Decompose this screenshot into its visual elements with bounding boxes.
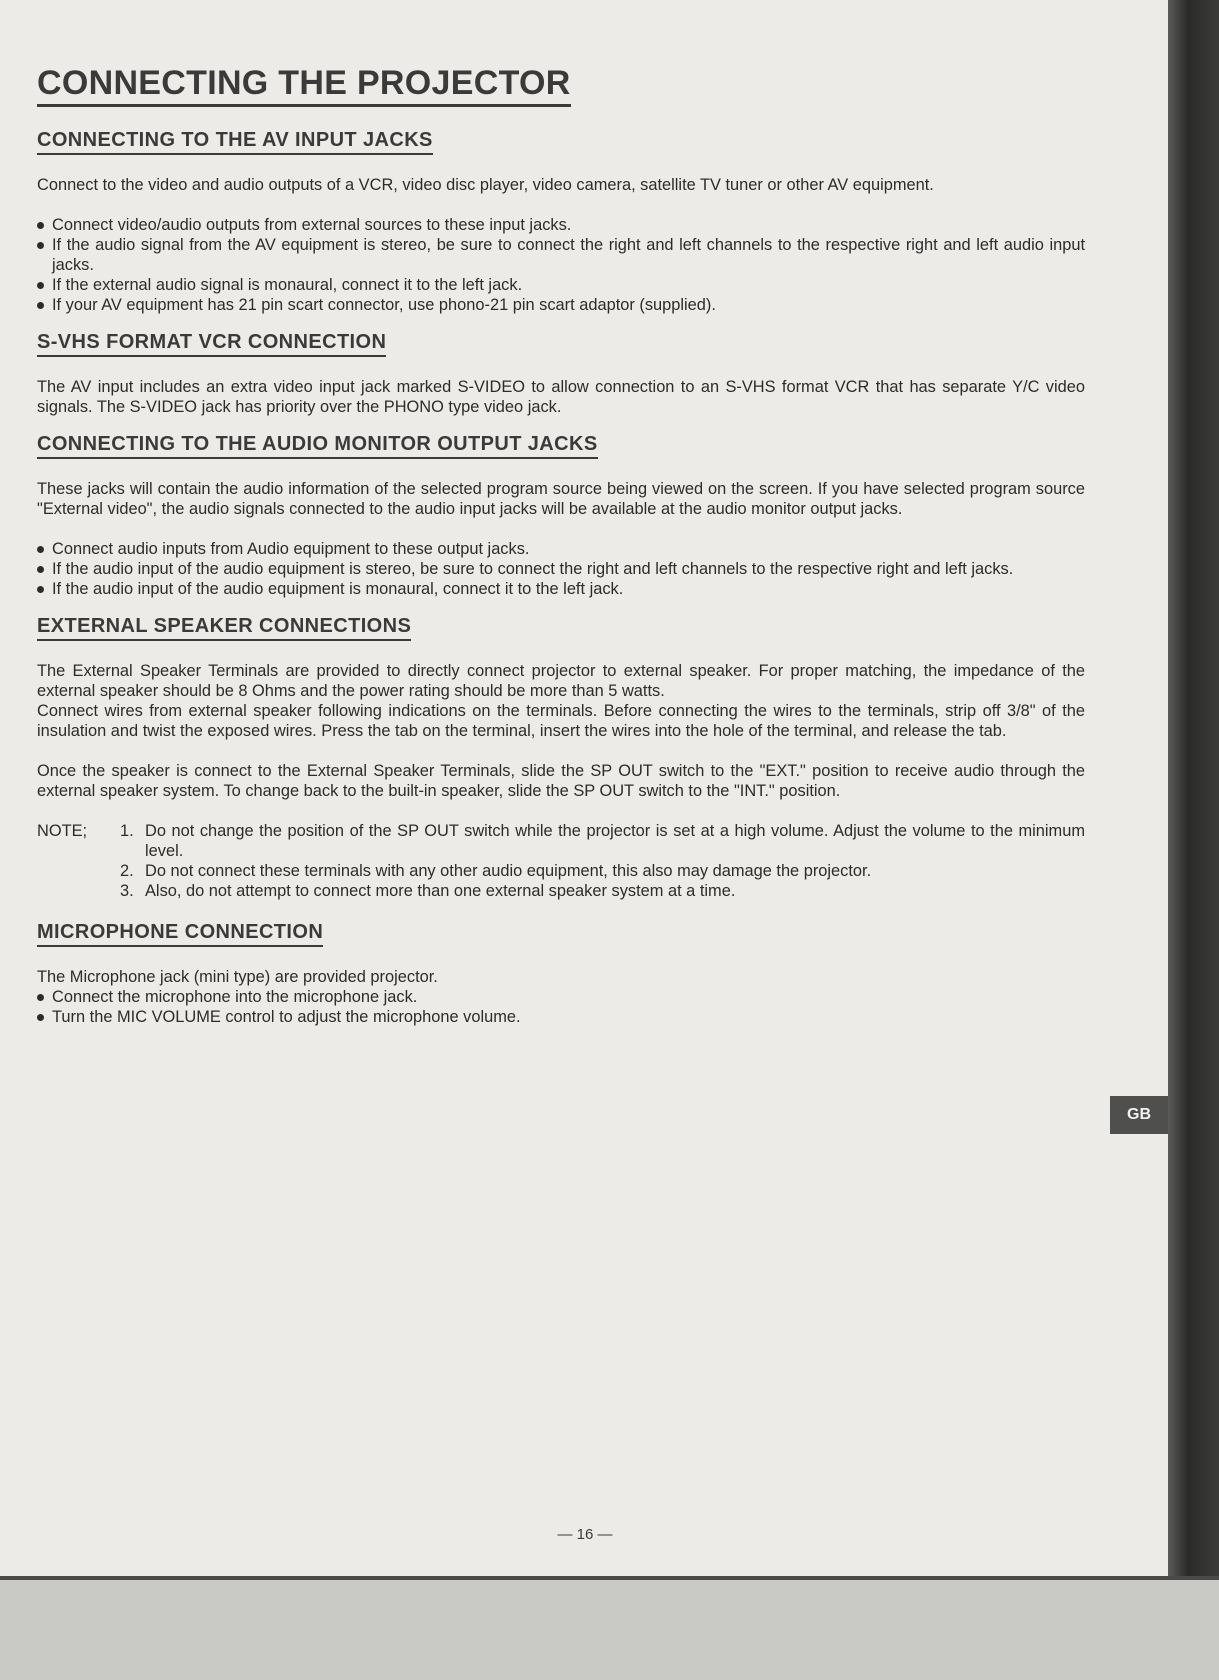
note-row (37, 861, 1085, 881)
list-item: Connect the microphone into the microphone jack. (37, 987, 1085, 1007)
section-external-speaker (37, 613, 1085, 901)
list-item: If the audio signal from the AV equipment is stereo, be sure to connect the right and left channels to the respective right and left audio input jacks. (37, 235, 1085, 275)
section-audio-monitor (37, 431, 1085, 599)
note-number: 1. (120, 822, 134, 840)
monitor-bullet-list (37, 539, 1085, 599)
note-row (37, 881, 1085, 901)
section-heading-av-input: CONNECTING TO THE AV INPUT JACKS (37, 127, 433, 155)
page-content (37, 62, 1085, 1041)
section-heading-external-speaker: EXTERNAL SPEAKER CONNECTIONS (37, 613, 411, 641)
note-text: Also, do not attempt to connect more than one external speaker system at a time. (145, 882, 736, 900)
speaker-notes (37, 821, 1085, 901)
av-intro-text: Connect to the video and audio outputs of a VCR, video disc player, video camera, satellite TV tuner or other AV equipment. (37, 176, 934, 194)
list-item: If the audio input of the audio equipment is monaural, connect it to the left jack. (37, 579, 1085, 599)
list-item: Connect video/audio outputs from external sources to these input jacks. (37, 215, 1085, 235)
section-heading-audio-monitor: CONNECTING TO THE AUDIO MONITOR OUTPUT JACKS (37, 431, 598, 459)
note-text: Do not change the position of the SP OUT switch while the projector is set at a high volume. Adjust the volume to the minimum level. (145, 822, 1085, 860)
page-number: — 16 — (557, 1526, 613, 1543)
note-number: 2. (120, 862, 134, 880)
page-bottom-edge (0, 1576, 1219, 1580)
section-microphone (37, 919, 1085, 1027)
speaker-para-3: Once the speaker is connect to the External Speaker Terminals, slide the SP OUT switch to the "EXT." position to receive audio through the external speaker system. To change back to the built-in speaker, slide the SP OUT switch to the "INT." position. (37, 762, 1085, 800)
list-item: If the external audio signal is monaural, connect it to the left jack. (37, 275, 1085, 295)
note-number: 3. (120, 882, 134, 900)
mic-bullet-list (37, 987, 1085, 1027)
list-item: Turn the MIC VOLUME control to adjust the microphone volume. (37, 1007, 1085, 1027)
mic-intro-text: The Microphone jack (mini type) are provided projector. (37, 968, 438, 986)
av-bullet-list (37, 215, 1085, 315)
language-tab: GB (1110, 1096, 1168, 1134)
svhs-text: The AV input includes an extra video input jack marked S-VIDEO to allow connection to an S-VHS format VCR that has separate Y/C video signals. The S-VIDEO jack has priority over the PHONO type video jack. (37, 378, 1085, 416)
speaker-para-1: The External Speaker Terminals are provided to directly connect projector to external speaker. For proper matching, the impedance of the external speaker should be 8 Ohms and the power rating should be more than 5 watts. (37, 662, 1085, 700)
section-av-input (37, 127, 1085, 315)
section-heading-microphone: MICROPHONE CONNECTION (37, 919, 323, 947)
list-item: Connect audio inputs from Audio equipment to these output jacks. (37, 539, 1085, 559)
note-label: NOTE; (37, 822, 88, 840)
section-svhs (37, 329, 1085, 417)
list-item: If the audio input of the audio equipment is stereo, be sure to connect the right and left channels to the respective right and left jacks. (37, 559, 1085, 579)
speaker-para-2: Connect wires from external speaker following indications on the terminals. Before connecting the wires to the terminals, strip off 3/8" of the insulation and twist the exposed wires. Press the tab on the terminal, insert the wires into the hole of the terminal, and release the tab. (37, 702, 1085, 740)
monitor-intro-text: These jacks will contain the audio information of the selected program source being viewed on the screen. If you have selected program source "External video", the audio signals connected to the audio input jacks will be available at the audio monitor output jacks. (37, 480, 1085, 518)
note-row (37, 821, 1085, 861)
page-title: CONNECTING THE PROJECTOR (37, 62, 571, 107)
note-text: Do not connect these terminals with any other audio equipment, this also may damage the projector. (145, 862, 872, 880)
book-binding-edge (1168, 0, 1219, 1580)
section-heading-svhs: S-VHS FORMAT VCR CONNECTION (37, 329, 386, 357)
list-item: If your AV equipment has 21 pin scart connector, use phono-21 pin scart adaptor (supplied). (37, 295, 1085, 315)
